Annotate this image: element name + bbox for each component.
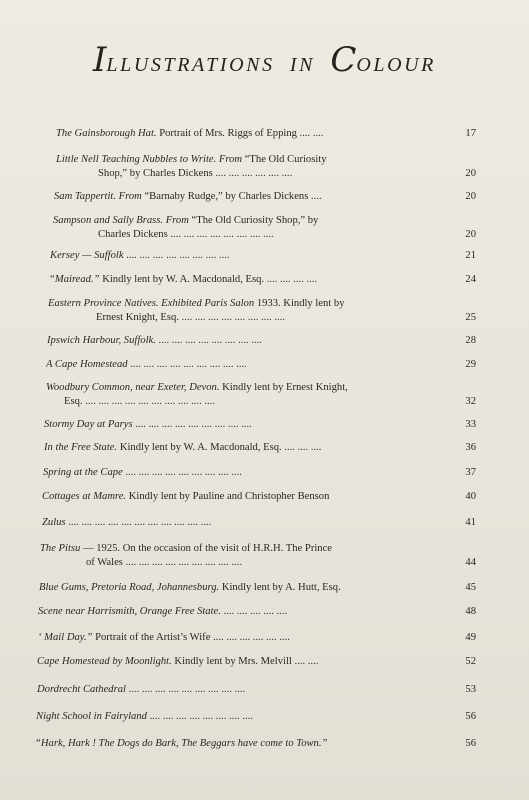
entry-title: Kersey — Suffolk	[50, 250, 124, 261]
entry-page-number: 41	[465, 517, 476, 528]
entry-page-number: 25	[465, 312, 476, 323]
entry-text-continued: Charles Dickens	[98, 229, 168, 240]
entry-text: “The Old Curiosity	[244, 154, 327, 165]
entry-leader: .... .... .... .... .... ....	[213, 632, 290, 643]
entry-title: Scene near Harrismith, Orange Free State.	[38, 606, 221, 617]
entry-text: 1933. Kindly lent by	[256, 298, 345, 309]
entry-title: Ipswich Harbour, Suffolk.	[47, 335, 156, 346]
entry-leader: .... .... .... .... .... .... .... ....	[181, 312, 285, 323]
entry-page-number: 37	[465, 467, 476, 478]
entry-page-number: 40	[465, 491, 476, 502]
entry-title: Woodbury Common, near Exeter, Devon.	[46, 382, 220, 393]
entry-title: Eastern Province Natives. Exhibited Paris Salon	[48, 298, 255, 309]
entry-leader: .... ....	[294, 656, 319, 667]
entry-leader: .... .... .... .... .... .... .... .... .... ....	[85, 396, 215, 407]
entry-page-number: 17	[465, 128, 476, 139]
entry-title: “Mairead.”	[49, 274, 100, 285]
entry-title: Blue Gums, Pretoria Road, Johannesburg.	[39, 582, 220, 593]
entry-page-number: 56	[465, 711, 476, 722]
entry-text-continued: Ernest Knight, Esq.	[96, 312, 179, 323]
entry-title: Little Nell Teaching Nubbles to Write. From	[56, 154, 243, 165]
entry-text: Portrait of Mrs. Riggs of Epping	[159, 128, 297, 139]
entry-page-number: 21	[465, 250, 476, 261]
entry-leader: ....	[311, 191, 322, 202]
entry-page-number: 53	[465, 684, 476, 695]
entry-leader: .... .... .... .... .... .... .... ....	[149, 711, 253, 722]
entry-leader: .... .... .... .... .... ....	[215, 168, 293, 179]
entry-leader: .... .... .... .... .... .... .... ....	[170, 229, 274, 240]
entry-title: Night School in Fairyland	[36, 711, 147, 722]
entry-title: The Pitsu	[40, 543, 81, 554]
entry-text: Kindly lent by Ernest Knight,	[222, 382, 348, 393]
title-initial-c: C	[330, 40, 357, 80]
entry-page-number: 28	[465, 335, 476, 346]
entry-text: Portrait of the Artist’s Wife	[95, 632, 211, 643]
entry-page-number: 48	[465, 606, 476, 617]
entry-page-number: 56	[465, 738, 476, 749]
entry-page-number: 24	[465, 274, 476, 285]
entry-text: Kindly lent by W. A. Macdonald, Esq.	[119, 442, 282, 453]
entry-leader: .... .... .... .... .... .... .... .... .... .... ....	[68, 517, 212, 528]
entry-page-number: 36	[465, 442, 476, 453]
entry-leader: .... .... .... .... .... .... .... ....	[126, 250, 230, 261]
entry-leader: .... ....	[299, 128, 324, 139]
entry-title: Spring at the Cape	[43, 467, 123, 478]
entry-leader: .... .... ....	[284, 442, 322, 453]
entry-page-number: 20	[465, 191, 476, 202]
entry-leader: .... .... .... .... .... .... .... ....	[158, 335, 262, 346]
entry-title: Sam Tappertit. From	[54, 191, 142, 202]
entry-leader: .... .... .... ....	[266, 274, 318, 285]
entry-page-number: 20	[465, 168, 476, 179]
entry-page-number: 44	[465, 557, 476, 568]
entry-leader: .... .... .... .... .... .... .... .... ....	[130, 359, 247, 370]
entry-text: — 1925. On the occasion of the visit of H.R.H. The Prince	[82, 543, 332, 554]
entry-leader: .... .... .... .... .... .... .... .... ....	[125, 467, 242, 478]
entry-page-number: 20	[465, 229, 476, 240]
entry-page-number: 29	[465, 359, 476, 370]
entry-title: Dordrecht Cathedral	[37, 684, 126, 695]
entry-text-continued: of Wales	[86, 557, 123, 568]
title-initial-i: I	[92, 40, 107, 80]
entry-title: Cottages at Mamre.	[42, 491, 127, 502]
title-word-illustrations: LLUSTRATIONS	[106, 54, 275, 76]
entry-text-continued: Shop,” by Charles Dickens	[98, 168, 213, 179]
entry-text: “The Old Curiosity Shop,” by	[191, 215, 319, 226]
entry-title: ‘ Mail Day.”	[38, 632, 93, 643]
entry-title: In the Free State.	[44, 442, 118, 453]
entry-text: Kindly lent by A. Hutt, Esq.	[221, 582, 341, 593]
entry-page-number: 32	[465, 396, 476, 407]
entry-leader: .... .... .... .... ....	[223, 606, 288, 617]
entry-title: A Cape Homestead	[46, 359, 128, 370]
entry-leader: .... .... .... .... .... .... .... .... ....	[125, 557, 243, 568]
entry-page-number: 52	[465, 656, 476, 667]
entry-page-number: 49	[465, 632, 476, 643]
entry-text: “Barnaby Rudge,” by Charles Dickens	[144, 191, 309, 202]
title-word-colour: OLOUR	[356, 54, 436, 76]
entry-leader: .... .... .... .... .... .... .... .... ....	[128, 684, 246, 695]
entry-page-number: 33	[465, 419, 476, 430]
entry-text: Kindly lent by Pauline and Christopher Benson	[128, 491, 330, 502]
entry-text: Kindly lent by Mrs. Melvill	[174, 656, 292, 667]
entry-text: Kindly lent by W. A. Macdonald, Esq.	[102, 274, 265, 285]
entry-title: Cape Homestead by Moonlight.	[37, 656, 172, 667]
entry-text-continued: Esq.	[64, 396, 83, 407]
entry-title: Sampson and Sally Brass. From	[53, 215, 189, 226]
entry-title: The Gainsborough Hat.	[56, 128, 157, 139]
entry-title: “Hark, Hark ! The Dogs do Bark, The Beggars have come to Town.”	[35, 738, 328, 749]
entry-leader: .... .... .... .... .... .... .... .... ....	[135, 419, 252, 430]
entry-title: Zulus	[42, 517, 66, 528]
title-word-in: IN	[289, 54, 316, 76]
entry-title: Stormy Day at Parys	[44, 419, 133, 430]
entry-page-number: 45	[465, 582, 476, 593]
